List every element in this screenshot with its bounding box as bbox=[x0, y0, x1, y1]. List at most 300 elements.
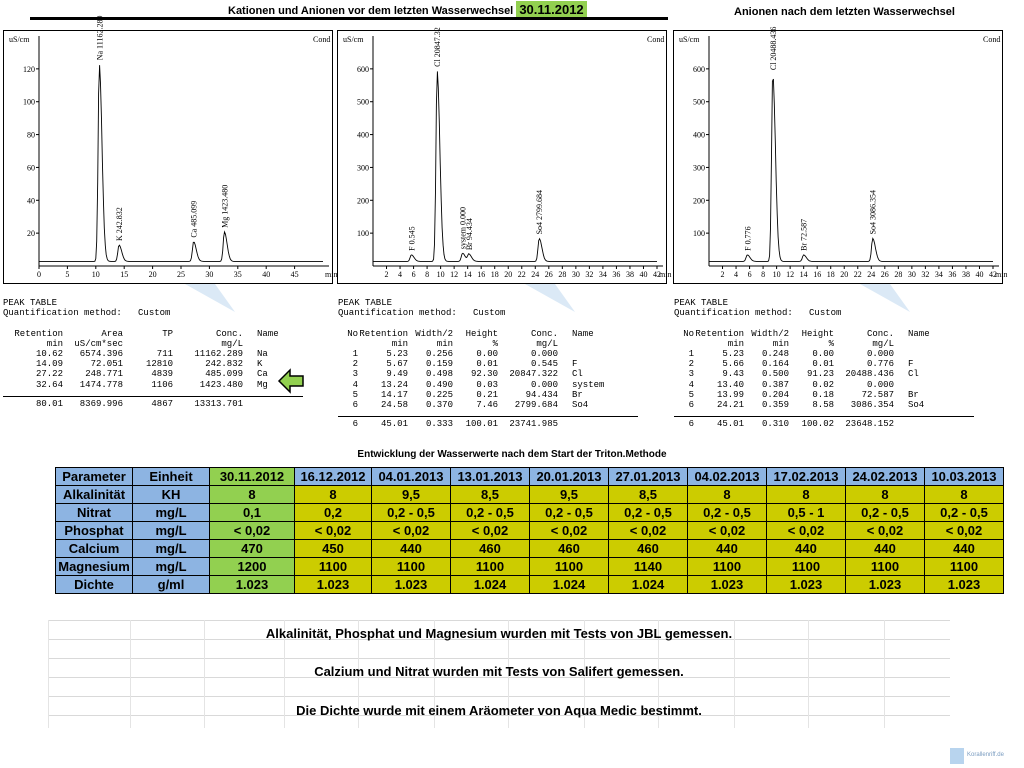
peak-cell: No bbox=[347, 328, 358, 339]
peak-cell: 5.67 bbox=[386, 359, 408, 370]
peak-cell: 6 bbox=[352, 419, 358, 430]
peak-cell: 13.99 bbox=[716, 389, 744, 400]
peak-cell: % bbox=[492, 338, 498, 349]
water-cell: 460 bbox=[530, 540, 609, 558]
x-tick-label: 38 bbox=[961, 270, 970, 279]
water-cell: 0,5 - 1 bbox=[767, 504, 846, 522]
x-tick-label: 30 bbox=[205, 270, 214, 279]
water-cell: 0,2 - 0,5 bbox=[530, 504, 609, 522]
peak-cell: 6 bbox=[688, 400, 694, 411]
right-heading: Anionen nach dem letzten Wasserwechsel bbox=[734, 6, 955, 18]
site-logo bbox=[950, 748, 1020, 764]
y-tick-label: 500 bbox=[357, 97, 369, 107]
x-axis-label: min bbox=[325, 270, 338, 279]
y-tick-label: 200 bbox=[693, 196, 705, 206]
peak-cell: Conc. bbox=[866, 328, 894, 339]
peak-cell: 7.46 bbox=[476, 400, 498, 411]
peak-cell: Br bbox=[572, 389, 583, 400]
peak-cell: So4 bbox=[908, 400, 925, 411]
peak-table-method: Quantification method: Custom bbox=[674, 308, 842, 319]
peak-cell: 0.333 bbox=[425, 419, 453, 430]
peak-cell: 0.370 bbox=[425, 400, 453, 411]
peak-table-method: Quantification method: Custom bbox=[3, 308, 171, 319]
water-cell: 1.023 bbox=[295, 576, 372, 594]
x-tick-label: 4 bbox=[734, 270, 739, 279]
peak-cell: 0.159 bbox=[425, 359, 453, 370]
water-header-cell: 27.01.2013 bbox=[609, 468, 688, 486]
peak-cell: 0.000 bbox=[866, 349, 894, 360]
peak-cell: 14.17 bbox=[380, 389, 408, 400]
peak-cell: 92.30 bbox=[470, 369, 498, 380]
peak-cell: 0.204 bbox=[761, 389, 789, 400]
chart-frame bbox=[674, 31, 1003, 284]
peak-table-units bbox=[338, 339, 668, 349]
peak-label: K 242.832 bbox=[115, 207, 125, 241]
water-cell: 8 bbox=[767, 486, 846, 504]
peak-table-separator bbox=[338, 416, 638, 417]
x-tick-label: 40 bbox=[639, 270, 648, 279]
peak-cell: 23648.152 bbox=[845, 419, 894, 430]
peak-cell: 0.545 bbox=[530, 359, 558, 370]
water-cell: Nitrat bbox=[56, 504, 133, 522]
peak-cell: 0.02 bbox=[812, 379, 834, 390]
y-tick-label: 400 bbox=[693, 130, 705, 140]
water-cell: 1100 bbox=[688, 558, 767, 576]
x-tick-label: 16 bbox=[477, 270, 486, 279]
left-heading-text: Kationen und Anionen vor dem letzten Wasserwechsel bbox=[228, 5, 514, 17]
water-cell: 8 bbox=[295, 486, 372, 504]
x-tick-label: 42 bbox=[989, 270, 997, 279]
peak-cell: 0.256 bbox=[425, 349, 453, 360]
x-axis-label: min bbox=[659, 270, 672, 279]
chromatogram-anions-after bbox=[673, 26, 1008, 284]
peak-cell: 5 bbox=[352, 389, 358, 400]
peak-cell: min bbox=[727, 338, 744, 349]
y-axis-label: uS/cm bbox=[679, 35, 700, 44]
note-jbl: Alkalinität, Phosphat und Magnesium wurden mit Tests von JBL gemessen. bbox=[265, 626, 733, 641]
water-cell: 9,5 bbox=[530, 486, 609, 504]
peak-cell: 24.58 bbox=[380, 400, 408, 411]
x-tick-label: 22 bbox=[853, 270, 862, 279]
peak-cell: 14.09 bbox=[35, 359, 63, 370]
peak-cell bbox=[894, 339, 958, 349]
water-cell: mg/L bbox=[133, 558, 210, 576]
peak-cell: 2799.684 bbox=[514, 400, 558, 411]
x-tick-label: 42 bbox=[653, 270, 661, 279]
peak-cell: 4839 bbox=[151, 369, 173, 380]
arrow-left-icon bbox=[277, 368, 305, 394]
peak-cell: 0.00 bbox=[812, 349, 834, 360]
water-cell: 0,1 bbox=[210, 504, 295, 522]
site-logo-mark bbox=[950, 748, 964, 764]
peak-cell: 23741.985 bbox=[509, 419, 558, 430]
peak-label: Br 94.434 bbox=[464, 218, 474, 251]
peak-cell bbox=[558, 349, 622, 359]
water-cell: 1100 bbox=[846, 558, 925, 576]
water-header-cell: 16.12.2012 bbox=[295, 468, 372, 486]
water-cell: < 0,02 bbox=[767, 522, 846, 540]
peak-cell: Height bbox=[801, 328, 834, 339]
water-cell: 440 bbox=[767, 540, 846, 558]
water-cell: 460 bbox=[451, 540, 530, 558]
peak-cell: TP bbox=[162, 328, 173, 339]
peak-table-row bbox=[674, 400, 1004, 410]
peak-cell: 2 bbox=[688, 359, 694, 370]
peak-cell: Cl bbox=[572, 369, 583, 380]
site-logo-text: Korallenriff.de bbox=[967, 752, 1004, 758]
left-heading-date: 30.11.2012 bbox=[516, 1, 586, 18]
water-cell: 470 bbox=[210, 540, 295, 558]
water-header-cell: 04.02.2013 bbox=[688, 468, 767, 486]
water-cell: 1.024 bbox=[609, 576, 688, 594]
water-cell: 1100 bbox=[451, 558, 530, 576]
chromatogram-cations-svg bbox=[3, 15, 338, 284]
peak-cell: Ca bbox=[257, 369, 268, 380]
y-tick-label: 100 bbox=[357, 229, 369, 239]
peak-cell: 27.22 bbox=[35, 369, 63, 380]
peak-cell: 0.164 bbox=[761, 359, 789, 370]
water-cell: 0,2 bbox=[295, 504, 372, 522]
x-tick-label: 10 bbox=[436, 270, 445, 279]
peak-table-units bbox=[674, 339, 1004, 349]
x-tick-label: 28 bbox=[894, 270, 903, 279]
peak-cell: 0.18 bbox=[812, 389, 834, 400]
x-tick-label: 18 bbox=[490, 270, 499, 279]
peak-cell bbox=[894, 380, 958, 390]
detector-label: Cond bbox=[983, 35, 1001, 44]
peak-cell: 6 bbox=[352, 400, 358, 411]
x-tick-label: 5 bbox=[65, 270, 70, 279]
peak-cell: 0.359 bbox=[761, 400, 789, 411]
peak-cell: 1106 bbox=[151, 379, 173, 390]
water-cell: < 0,02 bbox=[210, 522, 295, 540]
water-cell: 1.023 bbox=[688, 576, 767, 594]
peak-cell bbox=[123, 339, 173, 349]
x-tick-label: 32 bbox=[585, 270, 594, 279]
peak-cell: 100.02 bbox=[801, 419, 834, 430]
peak-cell: 13313.701 bbox=[194, 398, 243, 409]
peak-cell: F bbox=[572, 359, 578, 370]
peak-table-anions-after bbox=[674, 298, 1004, 429]
peak-table-header bbox=[338, 329, 668, 339]
peak-cell bbox=[674, 339, 694, 349]
peak-cell: 91.23 bbox=[806, 369, 834, 380]
detector-label: Cond bbox=[313, 35, 331, 44]
water-cell: Dichte bbox=[56, 576, 133, 594]
x-tick-label: 18 bbox=[826, 270, 835, 279]
water-cell: 1100 bbox=[530, 558, 609, 576]
peak-cell: 485.099 bbox=[205, 369, 243, 380]
peak-table-row bbox=[674, 369, 1004, 379]
peak-label: Ca 485.099 bbox=[189, 200, 199, 238]
peak-cell: % bbox=[828, 338, 834, 349]
chart-frame bbox=[4, 31, 333, 284]
peak-label: So4 2799.684 bbox=[535, 189, 545, 235]
x-tick-label: 6 bbox=[747, 270, 752, 279]
water-cell: KH bbox=[133, 486, 210, 504]
peak-cell: 1423.480 bbox=[199, 379, 243, 390]
water-cell: 0,2 - 0,5 bbox=[925, 504, 1004, 522]
peak-cell: 0.21 bbox=[476, 389, 498, 400]
chromatogram-anions-before-svg bbox=[337, 27, 672, 284]
water-row bbox=[56, 504, 1004, 522]
peak-cell: Width/2 bbox=[415, 328, 453, 339]
peak-cell bbox=[243, 399, 307, 409]
y-tick-label: 20 bbox=[27, 229, 35, 239]
x-tick-label: 20 bbox=[840, 270, 849, 279]
x-tick-label: 12 bbox=[786, 270, 795, 279]
water-header-cell: 20.01.2013 bbox=[530, 468, 609, 486]
y-tick-label: 500 bbox=[693, 97, 705, 107]
water-cell: g/ml bbox=[133, 576, 210, 594]
peak-cell: 8369.996 bbox=[79, 398, 123, 409]
water-cell: mg/L bbox=[133, 522, 210, 540]
water-header-cell: 04.01.2013 bbox=[372, 468, 451, 486]
peak-cell: F bbox=[908, 359, 914, 370]
peak-table-row bbox=[338, 390, 668, 400]
x-tick-label: 22 bbox=[517, 270, 526, 279]
peak-table-total bbox=[3, 399, 333, 409]
peak-cell: min bbox=[772, 338, 789, 349]
x-tick-label: 36 bbox=[612, 270, 621, 279]
y-tick-label: 300 bbox=[693, 163, 705, 173]
peak-cell: 0.000 bbox=[530, 349, 558, 360]
x-tick-label: 8 bbox=[761, 270, 766, 279]
peak-cell: 12810 bbox=[145, 359, 173, 370]
peak-cell: Conc. bbox=[530, 328, 558, 339]
peak-label: system 0.000 bbox=[458, 206, 468, 250]
peak-label: F 0.545 bbox=[407, 226, 417, 251]
x-tick-label: 45 bbox=[290, 270, 299, 279]
peak-table-header bbox=[674, 329, 1004, 339]
water-row bbox=[56, 576, 1004, 594]
y-tick-label: 120 bbox=[23, 64, 35, 74]
water-cell: < 0,02 bbox=[451, 522, 530, 540]
peak-cell: mg/L bbox=[221, 338, 243, 349]
peak-table-units bbox=[3, 339, 333, 349]
x-tick-label: 38 bbox=[625, 270, 634, 279]
peak-cell: 6574.396 bbox=[79, 349, 123, 360]
water-header-cell: 24.02.2013 bbox=[846, 468, 925, 486]
peak-table-row bbox=[674, 390, 1004, 400]
water-cell: 0,2 - 0,5 bbox=[372, 504, 451, 522]
peak-cell: 248.771 bbox=[85, 369, 123, 380]
x-tick-label: 26 bbox=[544, 270, 553, 279]
peak-cell: 0.248 bbox=[761, 349, 789, 360]
water-cell: 440 bbox=[846, 540, 925, 558]
x-tick-label: 2 bbox=[384, 270, 389, 279]
peak-table-row bbox=[674, 359, 1004, 369]
y-tick-label: 80 bbox=[27, 130, 35, 140]
water-cell: < 0,02 bbox=[372, 522, 451, 540]
peak-label: Br 72.587 bbox=[799, 218, 809, 251]
peak-label: So4 3086.354 bbox=[868, 189, 878, 235]
peak-table-row bbox=[674, 349, 1004, 359]
chart-frame bbox=[338, 31, 667, 284]
peak-cell: 4 bbox=[352, 379, 358, 390]
peak-label: Na 11162.289 bbox=[95, 15, 105, 61]
water-cell: 1.024 bbox=[530, 576, 609, 594]
y-tick-label: 100 bbox=[693, 229, 705, 239]
water-cell: 0,2 - 0,5 bbox=[451, 504, 530, 522]
y-tick-label: 400 bbox=[357, 130, 369, 140]
peak-table-total bbox=[338, 419, 668, 429]
peak-cell: min bbox=[436, 338, 453, 349]
x-tick-label: 0 bbox=[37, 270, 41, 279]
x-tick-label: 28 bbox=[558, 270, 567, 279]
x-tick-label: 34 bbox=[934, 270, 943, 279]
peak-cell: 94.434 bbox=[525, 389, 558, 400]
x-tick-label: 6 bbox=[411, 270, 416, 279]
peak-cell: Width/2 bbox=[751, 328, 789, 339]
x-tick-label: 34 bbox=[598, 270, 607, 279]
peak-cell: Retention bbox=[359, 328, 408, 339]
note-aqua-medic: Die Dichte wurde mit einem Aräometer von Aqua Medic bestimmt. bbox=[296, 703, 702, 718]
x-tick-label: 32 bbox=[921, 270, 930, 279]
peak-table-row bbox=[3, 349, 333, 359]
water-cell: 1100 bbox=[767, 558, 846, 576]
peak-cell: Na bbox=[257, 349, 268, 360]
y-tick-label: 40 bbox=[27, 196, 35, 206]
peak-cell: 1474.778 bbox=[79, 379, 123, 390]
peak-cell: 72.051 bbox=[90, 359, 123, 370]
peak-cell: 242.832 bbox=[205, 359, 243, 370]
peak-cell: system bbox=[572, 379, 605, 390]
water-cell: 440 bbox=[925, 540, 1004, 558]
peak-table-row bbox=[338, 369, 668, 379]
water-cell: 0,2 - 0,5 bbox=[846, 504, 925, 522]
peak-cell: Name bbox=[257, 328, 279, 339]
peak-cell: K bbox=[257, 359, 263, 370]
peak-cell: 100.01 bbox=[465, 419, 498, 430]
x-tick-label: 10 bbox=[91, 270, 100, 279]
peak-cell bbox=[338, 339, 358, 349]
peak-cell: 3 bbox=[688, 369, 694, 380]
peak-cell: 711 bbox=[156, 349, 173, 360]
peak-table-row bbox=[338, 400, 668, 410]
peak-cell: 3086.354 bbox=[850, 400, 894, 411]
water-header-cell: Parameter bbox=[56, 468, 133, 486]
detector-label: Cond bbox=[647, 35, 665, 44]
peak-cell: 0.387 bbox=[761, 379, 789, 390]
chromatogram-anions-after-svg bbox=[673, 26, 1008, 284]
peak-table-total bbox=[674, 419, 1004, 429]
x-tick-label: 16 bbox=[813, 270, 822, 279]
peak-cell: 0.500 bbox=[761, 369, 789, 380]
peak-cell: Conc. bbox=[215, 328, 243, 339]
peak-table-row bbox=[674, 380, 1004, 390]
peak-cell: 0.000 bbox=[530, 379, 558, 390]
peak-label: Cl 20847.32 bbox=[433, 27, 443, 67]
peak-cell: 8.58 bbox=[812, 400, 834, 411]
peak-cell bbox=[558, 339, 622, 349]
peak-label: Mg 1423.480 bbox=[220, 184, 230, 228]
water-cell: 1100 bbox=[295, 558, 372, 576]
water-cell: 1140 bbox=[609, 558, 688, 576]
water-cell: < 0,02 bbox=[925, 522, 1004, 540]
x-tick-label: 14 bbox=[799, 270, 808, 279]
water-cell: Phosphat bbox=[56, 522, 133, 540]
peak-cell bbox=[243, 339, 307, 349]
peak-cell: 0.03 bbox=[476, 379, 498, 390]
y-axis-label: uS/cm bbox=[9, 35, 30, 44]
x-tick-label: 8 bbox=[425, 270, 430, 279]
x-tick-label: 36 bbox=[948, 270, 957, 279]
peak-table-separator bbox=[3, 396, 303, 397]
peak-cell: 0.00 bbox=[476, 349, 498, 360]
peak-cell: Br bbox=[908, 389, 919, 400]
x-tick-label: 30 bbox=[571, 270, 580, 279]
peak-cell: min bbox=[391, 338, 408, 349]
peak-cell: 0.000 bbox=[866, 379, 894, 390]
x-tick-label: 15 bbox=[120, 270, 129, 279]
water-cell: Alkalinität bbox=[56, 486, 133, 504]
peak-cell: 6 bbox=[688, 419, 694, 430]
y-tick-label: 100 bbox=[23, 97, 35, 107]
water-cell: Calcium bbox=[56, 540, 133, 558]
peak-cell: 5.23 bbox=[386, 349, 408, 360]
peak-label: Cl 20488.436 bbox=[768, 26, 778, 71]
water-cell: 1.023 bbox=[210, 576, 295, 594]
peak-cell bbox=[558, 419, 622, 429]
water-cell: mg/L bbox=[133, 540, 210, 558]
peak-cell: Retention bbox=[14, 328, 63, 339]
peak-label: F 0.776 bbox=[743, 226, 753, 251]
note-salifert: Calzium und Nitrat wurden mit Tests von Salifert gemessen. bbox=[314, 664, 684, 679]
water-row bbox=[56, 540, 1004, 558]
water-values-table bbox=[55, 467, 1004, 594]
peak-cell: 10.62 bbox=[35, 349, 63, 360]
peak-cell: 13.24 bbox=[380, 379, 408, 390]
water-cell: 8 bbox=[688, 486, 767, 504]
water-section-title: Entwicklung der Wasserwerte nach dem Start der Triton.Methode bbox=[357, 449, 667, 460]
peak-cell: 2 bbox=[352, 359, 358, 370]
peak-table-title: PEAK TABLE bbox=[674, 298, 729, 308]
water-cell: 8,5 bbox=[451, 486, 530, 504]
peak-cell: 9.43 bbox=[722, 369, 744, 380]
peak-table-separator bbox=[674, 416, 974, 417]
water-cell: 8,5 bbox=[609, 486, 688, 504]
chromatogram-cations bbox=[3, 15, 338, 284]
water-header-cell: 17.02.2013 bbox=[767, 468, 846, 486]
water-cell: 450 bbox=[295, 540, 372, 558]
peak-table-header bbox=[3, 329, 333, 339]
water-cell: 440 bbox=[688, 540, 767, 558]
peak-cell: 11162.289 bbox=[194, 349, 243, 360]
water-cell: 0,2 - 0,5 bbox=[609, 504, 688, 522]
peak-cell: 1 bbox=[688, 349, 694, 360]
water-header-cell: 30.11.2012 bbox=[210, 468, 295, 486]
y-tick-label: 300 bbox=[357, 163, 369, 173]
peak-cell: 5 bbox=[688, 389, 694, 400]
peak-table-row bbox=[338, 380, 668, 390]
water-cell: 9,5 bbox=[372, 486, 451, 504]
x-tick-label: 20 bbox=[504, 270, 513, 279]
y-tick-label: 60 bbox=[27, 163, 35, 173]
peak-cell: 32.64 bbox=[35, 379, 63, 390]
water-row bbox=[56, 522, 1004, 540]
water-cell: 8 bbox=[210, 486, 295, 504]
water-cell: 1200 bbox=[210, 558, 295, 576]
x-tick-label: 40 bbox=[262, 270, 271, 279]
chromatogram-anions-before bbox=[337, 27, 672, 284]
water-cell: 440 bbox=[372, 540, 451, 558]
water-cell: < 0,02 bbox=[688, 522, 767, 540]
peak-cell: 20488.436 bbox=[845, 369, 894, 380]
x-tick-label: 35 bbox=[233, 270, 242, 279]
peak-table-row bbox=[338, 359, 668, 369]
water-cell: < 0,02 bbox=[846, 522, 925, 540]
